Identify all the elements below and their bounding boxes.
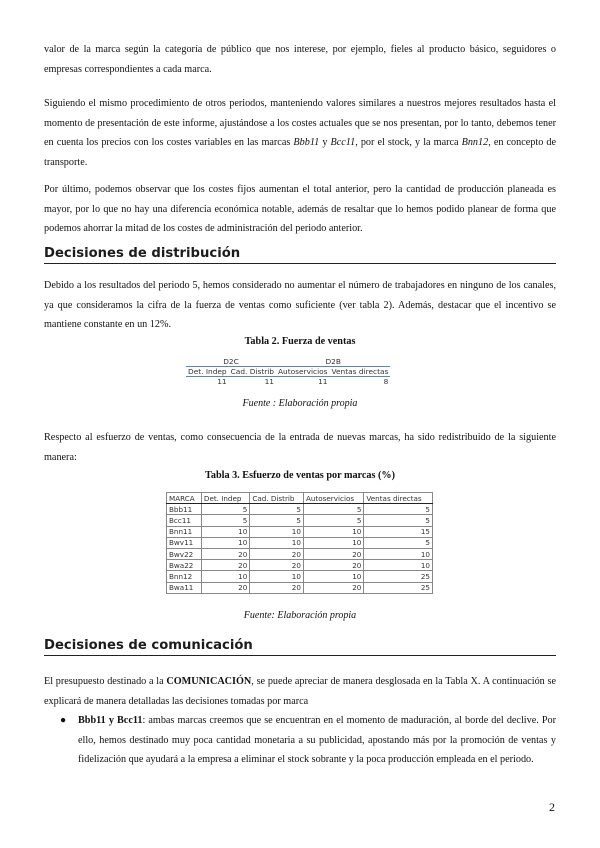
table3-header: Ventas directas [364,493,433,504]
brand-bcc11: Bcc11 [330,137,356,148]
table3-cell: 10 [250,571,304,582]
bullet-brands: Bbb11 y Bcc11 [78,715,143,726]
table3-row [167,504,433,515]
table3-row [167,537,433,548]
table2-value-row [186,377,390,387]
table3-cell: 20 [250,582,304,593]
paragraph-fixed-costs: Por último, podemos observar que los costes fijos aumentan el total anterior, pero la cantidad de producción planeada es mayor, por lo que no hay una diferencia económica notable, además de resaltar que lo hemos podido planear de forma que podemos ahorrar la mitad de los costes de administración del periodo anterior. [44,184,556,234]
brand-bbb11: Bbb11 [293,137,320,148]
table3-cell: 10 [250,526,304,537]
table3-cell: 5 [364,515,433,526]
table3-cell: 5 [250,515,304,526]
table3-brand-cell: Bcc11 [167,515,202,526]
table3-brand-cell: Bwa22 [167,560,202,571]
table3-cell: 10 [201,537,249,548]
table3-header: Autoservicios [303,493,363,504]
table2-group-d2c: D2C [186,357,276,367]
paragraph-sales-effort: Respecto al esfuerzo de ventas, como consecuencia de la entrada de nuevas marcas, ha sido redistribuido de la siguiente manera: [44,432,556,463]
table3-row [167,526,433,537]
table3-header: MARCA [167,493,202,504]
paragraph-procedure [44,94,556,172]
table3-row [167,582,433,593]
table3-header-row [167,493,433,504]
paragraph-budget-text: El presupuesto destinado a la [44,676,167,687]
table3-cell: 10 [250,537,304,548]
table2-header: Det. Indep [188,367,227,376]
table3-cell: 5 [364,537,433,548]
comunicacion-bold: COMUNICACIÓN [166,676,252,687]
table-esfuerzo-ventas [166,492,433,594]
table3-brand-cell: Bnn11 [167,526,202,537]
table3-cell: 20 [303,548,363,559]
table3-brand-cell: Bnn12 [167,571,202,582]
table3-cell: 5 [201,515,249,526]
table3-row [167,515,433,526]
paragraph-sales-force: Debido a los resultados del periodo 5, hemos considerado no aumentar el número de trabajadores en ninguno de los canales, ya que consideramos la cifra de la fuerza de ventas como suficiente (ver tabla 2). Además, destacar que el incentivo se mantiene constante en un 12%. [44,280,556,330]
table3-brand-cell: Bwa11 [167,582,202,593]
table3-cell: 5 [303,504,363,515]
table3-cell: 20 [250,560,304,571]
table3-cell: 5 [250,504,304,515]
table2-header: Autoservicios [278,367,328,376]
table3-cell: 20 [303,560,363,571]
table3-cell: 25 [364,582,433,593]
bullet-item [44,711,556,770]
table3-cell: 20 [201,560,249,571]
table3-cell: 5 [201,504,249,515]
table3-cell: 20 [201,548,249,559]
table2-cell: 11 [264,377,274,386]
bullet-list [44,711,556,770]
paragraph-procedure-text-3: , en concepto de transporte. [44,137,556,168]
brand-bnn12: Bnn12 [461,137,489,148]
table2-header: Ventas directas [331,367,389,376]
table2-cell: 11 [318,377,328,386]
table3-cell: 10 [364,560,433,571]
paragraph-budget-text-2: , se puede apreciar de manera desglosada en la Tabla X. A continuación se explicará de manera detalladas las decisiones tomadas por marca [44,676,556,707]
table3-cell: 10 [364,548,433,559]
paragraph-brand-value: valor de la marca según la categoría de público que nos interese, por ejemplo, fieles al producto básico, seguidores o empresas correspondientes a cada marca. [44,44,556,75]
table3-cell: 5 [364,504,433,515]
table3-brand-cell: Bwv22 [167,548,202,559]
table3-header: Cad. Distrib [250,493,304,504]
table3-row [167,560,433,571]
paragraph-procedure-text-2: , por el stock, y la marca [355,137,462,148]
table3-cell: 20 [201,582,249,593]
table3-source: Fuente: Elaboración propia [243,610,357,621]
bullet-dot-icon: ● [60,715,67,726]
heading-distribucion: Decisiones de distribución [44,246,556,264]
bullet-text: : ambas marcas creemos que se encuentran en el momento de maduración, al borde del declive. Por ello, hemos destinado muy poca cantidad monetaria a su publicidad, apostando más por la promoción de ventas y fidelización que ayudará a la empresa a eliminar el stock sobrante y la poca producción empleada en el periodo. [78,715,557,765]
table-fuerza-ventas [186,357,390,386]
table3-header: Det. Indep [201,493,249,504]
table3-brand-cell: Bwv11 [167,537,202,548]
table3-caption: Tabla 3. Esfuerzo de ventas por marcas (%) [205,470,395,481]
table3-cell: 10 [303,571,363,582]
table3-cell: 15 [364,526,433,537]
table2-header: Cad. Distrib [230,367,274,376]
paragraph-procedure-and: y [319,137,331,148]
table2-group-row [186,357,390,367]
table2-cell: 11 [217,377,227,386]
table2-header-row [186,367,390,377]
table3-cell: 25 [364,571,433,582]
paragraph-procedure-text: Siguiendo el mismo procedimiento de otros periodos, manteniendo valores similares a nuestros mejores resultados hasta el momento de presentación de este informe, ajustándose a los costes actuales que se nos presentan, por lo tanto, debemos tener en cuenta los precios con los costes variables en las marcas [44,98,556,148]
table2-source: Fuente : Elaboración propia [242,398,358,409]
table3-cell: 5 [303,515,363,526]
table3-cell: 20 [250,548,304,559]
table3-body [167,504,433,594]
table2-cell: 8 [383,377,389,386]
table3-cell: 10 [303,526,363,537]
table3-cell: 20 [303,582,363,593]
table3-row [167,571,433,582]
page-number: 2 [549,800,555,814]
table2-caption: Tabla 2. Fuerza de ventas [244,336,356,347]
heading-comunicacion: Decisiones de comunicación [44,638,556,656]
table3-row [167,548,433,559]
table3-brand-cell: Bbb11 [167,504,202,515]
table3-cell: 10 [303,537,363,548]
paragraph-budget [44,672,556,711]
table2-group-d2b: D2B [276,357,390,367]
table3-cell: 10 [201,571,249,582]
table3-cell: 10 [201,526,249,537]
